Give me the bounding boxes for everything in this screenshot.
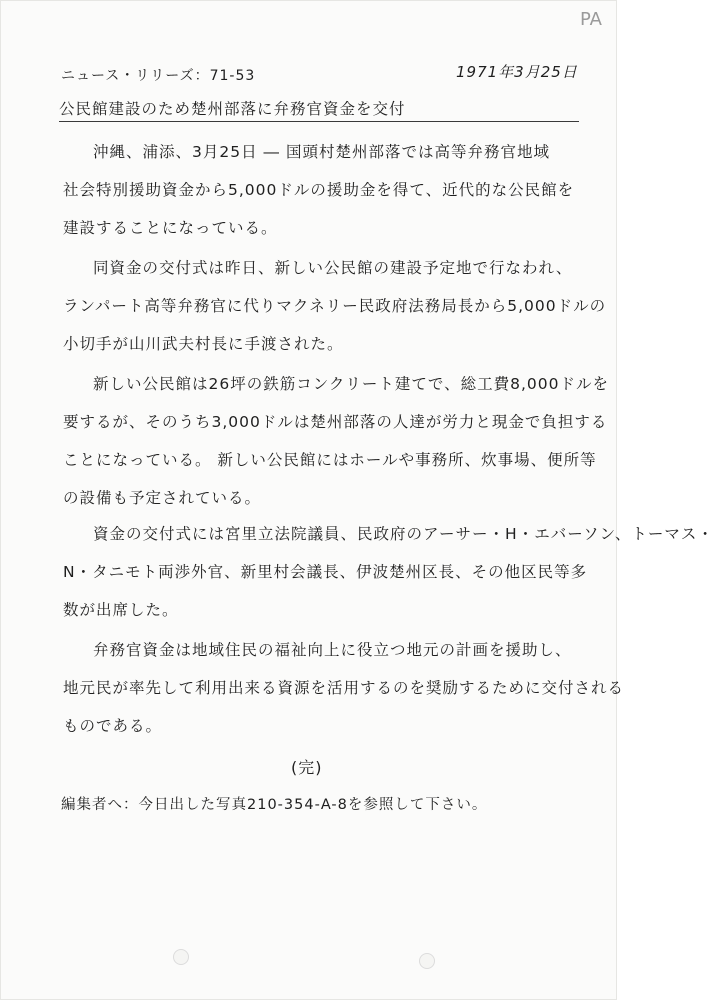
- corner-mark: PA: [579, 9, 602, 30]
- paragraph-4: [63, 515, 714, 629]
- paragraph-line: ものである。: [63, 717, 163, 735]
- paragraph-line: 沖縄、浦添、3月25日 ― 国頭村楚州部落では高等弁務官地域: [93, 143, 550, 161]
- paragraph-line: の設備も予定されている。: [63, 489, 262, 507]
- paragraph-5: [63, 631, 625, 745]
- punch-hole: [419, 953, 435, 969]
- paragraph-line: 資金の交付式には宮里立法院議員、民政府のアーサー・H・エバーソン、トーマス・: [93, 525, 714, 543]
- paragraph-3: [63, 365, 609, 517]
- paragraph-2: [63, 249, 607, 363]
- paragraph-line: 小切手が山川武夫村長に手渡された。: [63, 335, 344, 353]
- paragraph-line: ランパート高等弁務官に代りマクネリー民政府法務局長から5,000ドルの: [63, 297, 607, 315]
- paragraph-line: 社会特別援助資金から5,000ドルの援助金を得て、近代的な公民館を: [63, 181, 575, 199]
- paragraph-line: 建設することになっている。: [63, 219, 278, 237]
- paragraph-line: 弁務官資金は地域住民の福祉向上に役立つ地元の計画を援助し、: [93, 641, 572, 659]
- document-title: 公民館建設のため楚州部落に弁務官資金を交付: [59, 97, 579, 122]
- paragraph-line: 同資金の交付式は昨日、新しい公民館の建設予定地で行なわれ、: [93, 259, 573, 277]
- punch-hole: [173, 949, 189, 965]
- paragraph-line: 数が出席した。: [63, 601, 179, 619]
- paragraph-line: 地元民が率先して利用出来る資源を活用するのを奨励するために交付される: [63, 679, 625, 697]
- paragraph-1: [63, 133, 578, 247]
- closing-mark: (完): [291, 758, 323, 777]
- editor-note: 編集者へ：今日出した写真210-354-A-8を参照して下さい。: [61, 797, 488, 813]
- paragraph-line: 要するが、そのうち3,000ドルは楚州部落の人達が労力と現金で負担する: [63, 413, 608, 431]
- release-number: ニュース・リリーズ：71-53: [61, 68, 256, 84]
- paragraph-line: ことになっている。 新しい公民館にはホールや事務所、炊事場、便所等: [63, 451, 597, 469]
- paragraph-line: 新しい公民館は26坪の鉄筋コンクリート建てで、総工費8,000ドルを: [93, 375, 609, 393]
- paragraph-line: N・タニモト両渉外官、新里村会議長、伊波楚州区長、その他区民等多: [63, 563, 588, 581]
- release-date: 1971年3月25日: [456, 63, 578, 81]
